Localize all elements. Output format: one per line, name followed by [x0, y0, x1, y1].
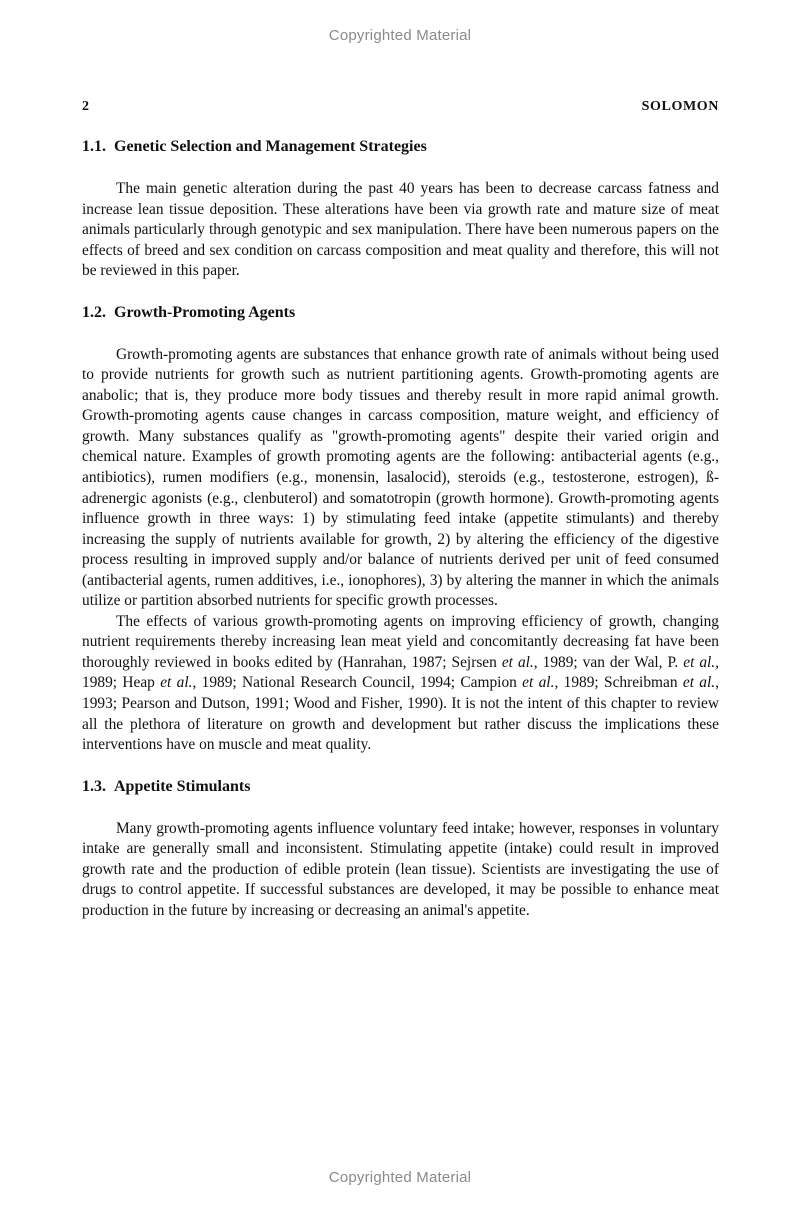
section-growth-promoting-agents — [82, 301, 719, 756]
section-heading — [82, 775, 719, 799]
citation-etal: et al. — [682, 674, 716, 692]
section-number: 1.2. — [82, 303, 106, 321]
text-run: , 1993; Pearson and Dutson, 1991; Wood and Fisher, 1990). It is not the intent of this chapter to review all the plethora of literature on growth and development but rather discuss the implications these interventions have on muscle and meat quality. — [82, 674, 719, 754]
paragraph-with-citations — [82, 612, 719, 756]
section-title: Appetite Stimulants — [114, 777, 251, 795]
section-appetite-stimulants — [82, 775, 719, 922]
citation-etal: et al. — [522, 674, 555, 692]
section-title: Genetic Selection and Management Strategies — [114, 138, 427, 155]
section-heading — [82, 301, 719, 325]
text-run: The effects of various growth-promoting agents on improving efficiency of growth, changing nutrient requirements thereby increasing lean meat yield and concomitantly decreasing fat have been thoroughly reviewed in books edited by (Hanrahan, 1987; Sejrsen — [82, 612, 719, 671]
paragraph: Many growth-promoting agents influence voluntary feed intake; however, responses in voluntary intake are generally small and inconsistent. Stimulating appetite (intake) could result in improved growth rate and the production of edible protein (lean tissue). Scientists are investigating the use of drugs to control appetite. If successful substances are developed, it may be possible to enhance meat production in the future by increasing or decreasing an animal's appetite. — [82, 819, 719, 919]
running-title: SOLOMON — [641, 99, 719, 114]
paragraph: Growth-promoting agents are substances that enhance growth rate of animals without being used to provide nutrients for growth such as nutrient partitioning agents. Growth-promoting agents are anabolic; that is, they produce more body tissues and thereby result in more rapid animal growth. Growth-promoting agents cause changes in carcass composition, mature weight, and efficiency of growth. Many substances qualify as "growth-promoting agents" despite their varied origin and chemical nature. Examples of growth promoting agents are the following: antibacterial agents (e.g., antibiotics), rumen modifiers (e.g., monensin, lasalocid), steroids (e.g., testosterone, estrogen), ß-adrenergic agonists (e.g., clenbuterol) and somatotropin (growth hormone). Growth-promoting agents influence growth in three ways: 1) by stimulating feed intake (appetite stimulants) and thereby increasing the supply of nutrients available for growth, 2) by altering the efficiency of the digestive process resulting in improved supply and/or balance of nutrients derived per unit of feed consumed (antibacterial agents, rumen additives, i.e., ionophores), 3) by altering the manner in which the animals utilize or partition absorbed nutrients for specific growth processes. — [82, 345, 719, 610]
section-number: 1.1. — [82, 138, 106, 155]
text-run: , 1989; National Research Council, 1994; Campion — [192, 674, 523, 692]
page-number: 2 — [82, 99, 89, 114]
section-title: Growth-Promoting Agents — [114, 303, 296, 321]
citation-etal: et al. — [160, 674, 193, 692]
text-run: 1989; Heap — [82, 674, 161, 692]
running-header — [82, 99, 719, 115]
page-body — [82, 135, 719, 940]
text-run: , 1989; van der Wal, P. — [533, 653, 684, 671]
section-number: 1.3. — [82, 777, 106, 795]
paragraph: The main genetic alteration during the past 40 years has been to decrease carcass fatness and increase lean tissue deposition. These alterations have been via growth rate and mature size of meat animals particularly through genotypic and sex manipulation. There have been numerous papers on the effects of breed and sex condition on carcass composition and meat quality and therefore, this will not be reviewed in this paper. — [82, 180, 719, 280]
watermark-top: Copyrighted Material — [328, 27, 472, 44]
section-heading — [82, 135, 719, 159]
section-genetic-selection — [82, 135, 719, 282]
citation-etal: et al. — [501, 653, 534, 671]
text-run: , 1989; Schreibman — [554, 674, 683, 692]
citation-etal: et al., — [683, 653, 720, 671]
watermark-bottom: Copyrighted Material — [328, 1169, 472, 1186]
